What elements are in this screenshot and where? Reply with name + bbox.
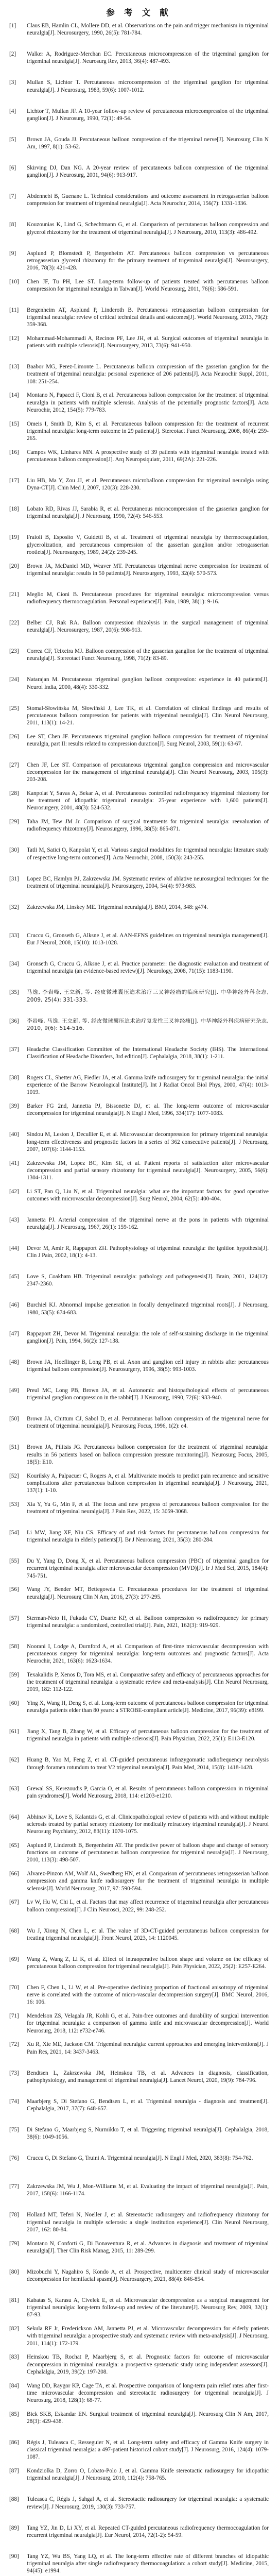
reference-number: [48] (9, 1359, 19, 1365)
reference-number: [49] (9, 1387, 19, 1394)
reference-number: [30] (9, 847, 19, 854)
reference-number: [4] (9, 108, 16, 114)
reference-number: [14] (9, 392, 19, 399)
reference-item (9, 2012, 269, 2040)
reference-text: Claus EB, Hamlin CL, Mollere DD, et al. Observations on the pain and trigger mechanism in trigeminal neuralgia[J]. Neurosurgery, 1990, 26(5): 781-784. (27, 23, 269, 37)
reference-text: Noorani I, Lodge A, Durnford A, et al. Comparison of first-time microvascular decompression with percutaneous surgery for trigeminal neuralgia: long-term outcomes and prognostic factors[J]. Acta Neurochir, 2021, 163(6): 1623-1634. (27, 1643, 269, 1665)
reference-item (9, 1358, 269, 1386)
reference-number: [19] (9, 534, 19, 541)
reference-text: Chen JF, Tu PH, Lee ST. Long-term follow-up of patients treated with percutaneous balloon compression for trigeminal neuralgia in Taiwan[J]. World Neurosurg, 2011, 76(6): 586-591. (27, 278, 269, 292)
reference-item (9, 1614, 269, 1642)
reference-item (9, 107, 269, 135)
reference-text: Kanpolat Y, Savas A, Bekar A, et al. Percutaneous controlled radiofrequency trigeminal rhizotomy for the treatment of idiopathic trigeminal neuralgia: 25-year experience with 1,600 patients[J]. Neurosurgery, 2001, 48(3): 524-532. (27, 790, 269, 811)
reference-item (9, 1273, 269, 1301)
reference-number: [1] (9, 23, 16, 29)
reference-number: [37] (9, 1046, 19, 1053)
reference-item (9, 875, 269, 903)
reference-number: [5] (9, 136, 16, 143)
reference-number: [45] (9, 1274, 19, 1280)
reference-item (9, 1330, 269, 1358)
reference-item (9, 619, 269, 647)
reference-number: [79] (9, 2240, 19, 2247)
reference-number: [47] (9, 1330, 19, 1337)
reference-text: Brown JA, Pilitsis JG. Percutaneous balloon compression for the treatment of trigeminal neuralgia: results in 56 patients based on balloon compression pressure monitoring[J]. Neurosurg Focus, 2005, 18(5): E10. (27, 1444, 269, 1465)
reference-number: [55] (9, 1558, 19, 1565)
reference-text: Correa CF, Teixeira MJ. Balloon compression of the gasserian ganglion for the treatment of trigeminal neuralgia[J]. Stereotact Funct Neurosurg, 1998, 71(2): 83-89. (27, 648, 269, 662)
reference-number: [77] (9, 2183, 19, 2190)
reference-text: Lichtor T, Mullan JF. A 10-year follow-up review of percutaneous microcompression of the trigeminal ganglion[J]. J Neurosurg, 1990, 72(1): 49-54. (27, 108, 269, 122)
reference-item (9, 1841, 269, 1870)
reference-text: Grewal SS, Kerezoudis P, Garcia O, et al. Results of percutaneous balloon compression in trigeminal pain syndromes[J]. World Neurosurg, 2018, 114: e1203-e1210. (27, 1785, 269, 1799)
reference-item (9, 903, 269, 931)
reference-text: Jiang X, Tang B, Zhang W, et al. Efficacy of percutaneous balloon compression for the treatment of trigeminal neuralgia in patients with multiple sclerosis[J]. Pain Physician, 2022, 25(1): E113-E120. (27, 1728, 269, 1742)
reference-number: [3] (9, 79, 16, 86)
reference-number: [85] (9, 2411, 19, 2417)
reference-item (9, 1870, 269, 1898)
reference-item (9, 391, 269, 419)
reference-item (9, 2353, 269, 2381)
reference-text: Lee ST, Chen JF. Percutaneous trigeminal ganglion balloon compression for treatment of trigeminal neuralgia, part II: results related to compression duration[J]. Surg Neurol, 2003, 59(1): 63-67. (27, 733, 269, 747)
reference-item (9, 2097, 269, 2126)
reference-number: [71] (9, 2013, 19, 2020)
reference-number: [38] (9, 1074, 19, 1081)
reference-number: [90] (9, 2553, 19, 2560)
reference-item (9, 135, 269, 164)
reference-text: Di Stefano G, Maarbjerg S, Nurmikko T, et al. Triggering trigeminal neuralgia[J]. Cephalalgia, 2018, 38(6): 1049-1056. (27, 2126, 269, 2141)
reference-text: Lopez BC, Hamlyn PJ, Zakrzewska JM. Systematic review of ablative neurosurgical techniques for the treatment of trigeminal neuralgia[J]. Neurosurgery, 2004, 54(4): 973-983. (27, 875, 269, 889)
reference-text: Brown JA, Hoeflinger B, Long PB, et al. Axon and ganglion cell injury in rabbits after percutaneous trigeminal balloon compression[J]. Neurosurgery, 1996, 38(5): 993-1003. (27, 1359, 269, 1373)
reference-text: Régis J, Tuleasca C, Resseguier N, et al. Long-term safety and efficacy of Gamma Knife surgery in classical trigeminal neuralgia: a 497-patient historical cohort study[J]. J Neurosurg, 2016, 124(4): 1079-1087. (27, 2439, 269, 2461)
reference-number: [10] (9, 278, 19, 285)
reference-text: Chen F, Chen L, Li W, et al. Pre-operative declining proportion of fractional anisotropy of trigeminal nerve is correlated with the outcome of micro-vascular decompression surgery[J]. BMC Neurol, 2016, 16: 106. (27, 1984, 269, 2006)
reference-number: [83] (9, 2354, 19, 2361)
reference-item (9, 78, 269, 107)
reference-number: [6] (9, 164, 16, 171)
reference-item (9, 1074, 269, 1102)
reference-text: Zakrzewska JM, Lopez BC, Kim SE, et al. Patient reports of satisfaction after microvascular decompression and partial sensory rhizotomy for trigeminal neuralgia[J]. Neurosurgery, 2005, 56(6): 1304-1311. (27, 1160, 269, 1181)
reference-item (9, 533, 269, 562)
reference-number: [88] (9, 2496, 19, 2503)
reference-text: Lobato RD, Rivas JJ, Sarabia R, et al. Percutaneous microcompression of the gasserian ganglion for trigeminal neuralgia[J]. J Neurosurg, 1990, 72(4): 546-553. (27, 506, 269, 520)
reference-item (9, 306, 269, 334)
reference-number: [43] (9, 1216, 19, 1223)
reference-item (9, 2182, 269, 2211)
reference-text: Brown JA, Gouda JJ. Percutaneous balloon compression of the trigeminal nerve[J]. Neurosurg Clin N Am, 1997, 8(1): 53-62. (27, 136, 269, 150)
reference-text: Liu HB, Ma Y, Zou JJ, et al. Percutaneous microballoon compression for trigeminal neuralgia using Dyna-CT[J]. Chin Med J, 2007, 120(3): 228-230. (27, 478, 269, 492)
reference-text: Jannetta PJ. Arterial compression of the trigeminal nerve at the pons in patients with trigeminal neuralgia[J]. J Neurosurg, 1967, 26(1): 159-162. (27, 1216, 269, 1231)
reference-item (9, 1898, 269, 1926)
reference-item (9, 249, 269, 278)
reference-number: [41] (9, 1160, 19, 1166)
reference-number: [9] (9, 250, 16, 257)
reference-item (9, 2154, 269, 2182)
reference-item (9, 2268, 269, 2296)
reference-item (9, 1557, 269, 1585)
reference-number: [27] (9, 761, 19, 768)
reference-text: Brown JA, Chittum CJ, Sabol D, et al. Percutaneous balloon compression of the trigeminal nerve for treatment of trigeminal neuralgia[J]. Neurosurg Focus, 1996, 1(2): e4. (27, 1416, 269, 1430)
reference-number: [13] (9, 364, 19, 370)
reference-text: Preul MC, Long PB, Brown JA, et al. Autonomic and histopathological effects of percutaneous trigeminal ganglion compression in the rabbit[J]. J Neurosurg, 1990, 72(6): 933-940. (27, 1387, 269, 1401)
reference-number: [61] (9, 1728, 19, 1735)
reference-text: Zakrzewska JM, Linskey ME. Trigeminal neuralgia[J]. BMJ, 2014, 348: g474. (27, 904, 208, 910)
reference-text: Headache Classification Committee of the International Headache Society (IHS). The International Classification of Headache Disorders, 3rd edition[J]. Cephalalgia, 2018, 38(1): 1-211. (27, 1046, 269, 1060)
reference-text: Belber CJ, Rak RA. Balloon compression rhizolysis in the surgical management of trigeminal neuralgia[J]. Neurosurgery, 1987, 20(6): 908-913. (27, 619, 269, 634)
reference-text: Devor M, Amir R, Rappaport ZH. Pathophysiology of trigeminal neuralgia: the ignition hypothesis[J]. Clin J Pain, 2002, 18(1): 4-13. (27, 1245, 269, 1259)
reference-text: Tang YZ, Jin D, Li XY, et al. Repeated CT-guided percutaneous radiofrequency thermocoagulation for recurrent trigeminal neuralgia[J]. Eur Neurol, 2014, 72(1-2): 54-59. (27, 2524, 269, 2538)
reference-text: Skirving DJ, Dan NG. A 20-year review of percutaneous balloon compression of the trigeminal ganglion[J]. J Neurosurg, 2001, 94(6): 913-917. (27, 164, 269, 179)
reference-number: [68] (9, 1927, 19, 1934)
reference-number: [39] (9, 1103, 19, 1110)
reference-item (9, 334, 269, 363)
reference-number: [59] (9, 1671, 19, 1678)
reference-number: [76] (9, 2155, 19, 2162)
reference-item (9, 1130, 269, 1159)
reference-number: [54] (9, 1529, 19, 1536)
reference-number: [34] (9, 961, 19, 968)
reference-item (9, 505, 269, 533)
reference-text: Fraioli B, Esposito V, Guidetti B, et al. Treatment of trigeminal neuralgia by thermocoagulation, glycerolization, and percutaneous compression of the gasserian ganglion and/or retrogasserian rootlets[J]. Neurosurgery, 1989, 24(2): 239-245. (27, 534, 269, 555)
reference-item (9, 1671, 269, 1699)
reference-text: Wu J, Xiong N, Chen L, et al. The value of 3D-CT-guided percutaneous balloon compression for treating trigeminal neuralgia[J]. Front Neurol, 2023, 14: 1120045. (27, 1927, 269, 1941)
reference-number: [22] (9, 619, 19, 626)
reference-number: [62] (9, 1757, 19, 1764)
reference-text: 马逸, 李岩峰, 王立新, 等. 经皮微球囊压迫术治疗三叉神经痛的临床研究[J]. 中华神经外科杂志, 2009, 25(4): 331-333. (27, 989, 269, 1003)
reference-number: [2] (9, 51, 16, 58)
reference-item (9, 2438, 269, 2467)
reference-number: [82] (9, 2326, 19, 2332)
reference-text: Bergenheim AT, Asplund P, Linderoth B. Percutaneous retrogasserian balloon compression for trigeminal neuralgia: review of critical technical details and outcomes[J]. World Neurosurg, 2013, 79(2): 359-368. (27, 307, 269, 328)
reference-item (9, 2126, 269, 2154)
reference-number: [15] (9, 420, 19, 427)
reference-number: [58] (9, 1643, 19, 1650)
reference-item (9, 1813, 269, 1841)
reference-item (9, 1216, 269, 1244)
reference-number: [35] (9, 989, 19, 996)
reference-text: Mizobuchi Y, Nagahiro S, Kondo A, et al. Prospective, multicenter clinical study of microvascular decompression for hemifacial spasm[J]. Neurosurgery, 2021, 88(4): 846-854. (27, 2268, 269, 2283)
reference-text: Lv W, Hu W, Chi L, et al. Factors that may affect recurrence of trigeminal neuralgia after percutaneous balloon compression[J]. J Clin Neurosci, 2022, 99: 248-252. (27, 1899, 269, 1913)
reference-item (9, 647, 269, 675)
reference-number: [31] (9, 875, 19, 882)
reference-number: [74] (9, 2098, 19, 2105)
reference-item (9, 675, 269, 704)
reference-text: Ying X, Wang H, Deng S, et al. Long-term outcome of percutaneous balloon compression for trigeminal neuralgia patients elder than 80 years: a STROBE-compliant article[J]. Medicine, 2017, 96(39): e8199. (27, 1700, 269, 1714)
reference-item (9, 562, 269, 590)
reference-text: Maarbjerg S, Di Stefano G, Bendtsen L, et al. Trigeminal neuralgia - diagnosis and treatment[J]. Cephalalgia, 2017, 37(7): 648-657. (27, 2098, 269, 2112)
reference-item (9, 1301, 269, 1329)
reference-number: [63] (9, 1785, 19, 1792)
reference-item (9, 2495, 269, 2523)
reference-item (9, 1472, 269, 1500)
reference-number: [87] (9, 2468, 19, 2475)
reference-item (9, 2325, 269, 2353)
reference-text: Campos WK, Linhares MN. A prospective study of 39 patients with trigeminal neuralgia treated with percutaneous balloon compression[J]. Arq Neuropsiquiatr, 2011, 69(2A): 221-226. (27, 449, 269, 463)
reference-text: Baabor MG, Perez-Limonte L. Percutaneous balloon compression of the gasserian ganglion for the treatment of trigeminal neuralgia: personal experience of 206 patients[J]. Acta Neurochir Suppl, 2011, 108: 251-254. (27, 364, 269, 385)
reference-item (9, 1529, 269, 1557)
reference-item (9, 2040, 269, 2069)
reference-item (9, 789, 269, 818)
reference-item (9, 2240, 269, 2268)
reference-number: [52] (9, 1472, 19, 1479)
reference-list (9, 22, 269, 2576)
reference-text: Chen JF, Lee ST. Comparison of percutaneous trigeminal ganglion compression and microvascular decompression for the management of trigeminal neuralgia[J]. Clin Neurol Neurosurg, 2003, 105(3): 203-208. (27, 761, 269, 783)
reference-text: Cruccu G, Di Stefano G, Truini A. Trigeminal neuralgia[J]. N Engl J Med, 2020, 383(8): 754-762. (27, 2155, 253, 2162)
reference-item (9, 2069, 269, 2097)
reference-item (9, 221, 269, 249)
reference-number: [50] (9, 1416, 19, 1422)
reference-item (9, 1415, 269, 1443)
reference-number: [25] (9, 705, 19, 711)
reference-number: [67] (9, 1899, 19, 1906)
reference-number: [17] (9, 478, 19, 484)
reference-item (9, 22, 269, 50)
reference-item (9, 2552, 269, 2576)
reference-item (9, 818, 269, 846)
reference-item (9, 2467, 269, 2495)
reference-number: [40] (9, 1131, 19, 1138)
reference-number: [11] (9, 307, 19, 313)
reference-text: Abdennebi B, Guenane L. Technical considerations and outcome assessment in retrogasserian balloon compression for treatment of trigeminal neuralgia[J]. Acta Neurochir, 2014, 156(7): 1331-1336. (27, 193, 269, 207)
reference-number: [7] (9, 193, 16, 200)
reference-text: Mullan S, Lichtor T. Percutaneous microcompression of the trigeminal ganglion for trigeminal neuralgia[J]. J Neurosurg, 1983, 59(6): 1007-1012. (27, 79, 269, 93)
reference-text: Abhinav K, Love S, Kalantzis G, et al. Clinicopathological review of patients with and without multiple sclerosis treated by partial sensory rhizotomy for medically refractory trigeminal neuralgia[J]. J Neurol Neurosurg Psychiatry, 2012, 83(11): 1070-1075. (27, 1814, 269, 1835)
reference-item (9, 1642, 269, 1671)
reference-number: [69] (9, 1956, 19, 1962)
reference-number: [51] (9, 1444, 19, 1451)
reference-number: [86] (9, 2439, 19, 2446)
reference-text: Bendtsen L, Zakrzewska JM, Heinskou TB, et al. Advances in diagnosis, classification, pathophysiology, and management of trigeminal neuralgia[J]. Lancet Neurol, 2020, 19(9): 784-796. (27, 2070, 269, 2083)
reference-number: [84] (9, 2382, 19, 2389)
reference-text: Li ST, Pan Q, Liu N, et al. Trigeminal neuralgia: what are the important factors for good operative outcomes with microvascular decompression[J]. Surg Neurol, 2004, 62(5): 400-404. (27, 1188, 269, 1202)
reference-number: [64] (9, 1814, 19, 1820)
reference-number: [70] (9, 1984, 19, 1991)
reference-number: [72] (9, 2041, 19, 2048)
reference-text: Natarajan M. Percutaneous trigeminal ganglion balloon compression: experience in 40 patients[J]. Neurol India, 2000, 48(4): 330-332. (27, 676, 269, 690)
reference-number: [57] (9, 1615, 19, 1621)
reference-item (9, 164, 269, 192)
reference-text: Wang Z, Wang Z, Li K, et al. Effect of intraoperative balloon shape and volume on the efficacy of percutaneous balloon compression for trigeminal neuralgia[J]. Pain Physician, 2022, 25(2): E257-E264. (27, 1956, 269, 1970)
reference-number: [18] (9, 506, 19, 513)
reference-item (9, 1756, 269, 1784)
reference-item (9, 2382, 269, 2410)
reference-item (9, 1159, 269, 1188)
reference-number: [42] (9, 1188, 19, 1195)
reference-number: [65] (9, 1842, 19, 1849)
reference-number: [53] (9, 1501, 19, 1507)
reference-item (9, 1984, 269, 2012)
reference-text: Omeis I, Smith D, Kim S, et al. Percutaneous balloon compression for the treatment of recurrent trigeminal neuralgia: long-term outcome in 29 patients[J]. Stereotact Funct Neurosurg, 2008, 86(4): 259-265. (27, 420, 269, 442)
reference-number: [24] (9, 676, 19, 683)
reference-item (9, 1699, 269, 1727)
reference-text: Rogers CL, Shetter AG, Fiedler JA, et al. Gamma knife radiosurgery for trigeminal neuralgia: the initial experience of the Barrow Neurological Institute[J]. Int J Radiat Oncol Biol Phys, 2000, 47(4): 1013-1019. (27, 1074, 269, 1096)
reference-number: [12] (9, 335, 19, 342)
reference-item (9, 1102, 269, 1130)
reference-item (9, 1500, 269, 1529)
reference-number: [75] (9, 2126, 19, 2133)
reference-text: Kabatas S, Karasu A, Civelek E, et al. Microvascular decompression as a surgical management for trigeminal neuralgia: long-term follow-up and review of the literature[J]. Neurosurg Rev, 2009, 32(1): 87-93. (27, 2297, 269, 2318)
reference-item (9, 477, 269, 505)
reference-text: Zakrzewska JM, Wu J, Mon-Williams M, et al. Evaluating the impact of trigeminal neuralgia[J]. Pain, 2017, 158(6): 1166-1174. (27, 2183, 269, 2197)
reference-text: Huang B, Yao M, Feng Z, et al. CT-guided percutaneous infrazygomatic radiofrequency neurolysis through foramen rotundum to treat V2 trigeminal neuralgia[J]. Pain Med, 2014, 15(8): 1418-1428. (27, 1757, 269, 1771)
reference-text: Texakalidis P, Xenos D, Tora MS, et al. Comparative safety and efficacy of percutaneous approaches for the treatment of trigeminal neuralgia: a systematic review and meta-analysis[J]. Clin Neurol Neurosurg, 2019, 182: 112-122. (27, 1671, 269, 1693)
reference-text: Montano N, Conforti G, Di Bonaventura R, et al. Advances in diagnosis and treatment of trigeminal neuralgia[J]. Ther Clin Risk Manag, 2015, 11: 289-299. (27, 2240, 269, 2254)
reference-item (9, 1927, 269, 1955)
reference-number: [73] (9, 2070, 19, 2076)
reference-text: Tang YZ, Wu BS, Yang LQ, et al. The long-term effective rate of different branches of idiopathic trigeminal neuralgia after single radiofrequency thermocoagulation: a cohort study[J]. Medicine, 2015, 94(45): e1994. (27, 2553, 269, 2574)
reference-text: Holland MT, Teferi N, Noeller J, et al. Stereotactic radiosurgery and radiofrequency rhizotomy for trigeminal neuralgia in multiple sclerosis: a single institution experience[J]. Clin Neurol Neurosurg, 2017, 162: 80-84. (27, 2212, 269, 2233)
reference-text: Alvarez-Pinzon AM, Wolf AL, Swedberg HN, et al. Comparison of percutaneous retrogasserian balloon compression and gamma knife radiosurgery for the treatment of trigeminal neuralgia in multiple sclerosis[J]. World Neurosurg, 2017, 97: 590-594. (27, 1871, 269, 1892)
reference-number: [8] (9, 222, 16, 228)
reference-number: [36] (9, 1018, 19, 1024)
reference-text: Cruccu G, Gronseth G, Alksne J, et al. AAN-EFNS guidelines on trigeminal neuralgia management[J]. Eur J Neurol, 2008, 15(10): 1013-1028. (27, 933, 269, 946)
reference-number: [16] (9, 449, 19, 455)
reference-text: Burchiel KJ. Abnormal impulse generation in focally demyelinated trigeminal roots[J]. J Neurosurg, 1980, 53(5): 674-683. (27, 1302, 269, 1316)
reference-item (9, 2410, 269, 2438)
reference-item (9, 1045, 269, 1074)
reference-text: Tatli M, Satici O, Kanpolat Y, et al. Various surgical modalities for trigeminal neuralgia: literature study of respective long-term outcomes[J]. Acta Neurochir, 2008, 150(3): 243-255. (27, 847, 269, 861)
reference-item (9, 1727, 269, 1756)
reference-item (9, 1955, 269, 1984)
reference-item (9, 931, 269, 960)
reference-text: Rappaport ZH, Devor M. Trigeminal neuralgia: the role of self-sustaining discharge in the trigeminal ganglion[J]. Pain, 1994, 56(2): 127-138. (27, 1330, 269, 1344)
reference-number: [26] (9, 733, 19, 740)
reference-text: Heinskou TB, Rochat P, Maarbjerg S, et al. Prognostic factors for outcome of microvascular decompression in trigeminal neuralgia: a prospective systematic study using independent assessors[J]. Cephalalgia, 2019, 39(2): 197-208. (27, 2354, 269, 2375)
reference-text: Gronseth G, Cruccu G, Alksne J, et al. Practice parameter: the diagnostic evaluation and treatment of trigeminal neuralgia (an evidence-based review)[J]. Neurology, 2008, 71(15): 1183-1190. (27, 961, 269, 975)
reference-text: 李岩峰, 马逸, 王立新, 等. 经皮微球囊压迫术治疗复发性三叉神经痛[J]. 中华神经外科疾病研究杂志, 2010, 9(6): 514-516. (27, 1018, 269, 1031)
reference-item (9, 960, 269, 988)
reference-number: [81] (9, 2297, 19, 2303)
reference-text: Montano N, Papacci F, Cioni B, et al. Percutaneous balloon compression for the treatment of trigeminal neuralgia in patients with multiple sclerosis. Analysis of the potentially prognostic factors[J]. Acta Neurochir, 2012, 154(5): 779-783. (27, 392, 269, 413)
reference-number: [23] (9, 648, 19, 655)
reference-number: [89] (9, 2524, 19, 2531)
reference-text: Wang DD, Raygor KP, Cage TA, et al. Prospective comparison of long-term pain relief rates after first-time microvascular decompression and stereotactic radiosurgery for trigeminal neuralgia[J]. J Neurosurg, 2018, 128(1): 68-77. (27, 2382, 269, 2403)
reference-number: [28] (9, 790, 19, 797)
reference-text: Kouzounias K, Lind G, Schechtmann G, et al. Comparison of percutaneous balloon compression and glycerol rhizotomy for the treatment of trigeminal neuralgia[J]. J Neurosurg, 2010, 113(3): 486-492. (27, 222, 269, 235)
reference-item (9, 448, 269, 477)
reference-text: Barker FG 2nd, Jannetta PJ, Bissonette DJ, et al. The long-term outcome of microvascular decompression for trigeminal neuralgia[J]. N Engl J Med, 1996, 334(17): 1077-1083. (27, 1103, 269, 1117)
reference-text: Kourilsky A, Palpacuer C, Rogers A, et al. Multivariate models to predict pain recurrence and sensitive complications after percutaneous balloon compression in trigeminal neuralgia[J]. J Neurosurg, 2021, 137(1): 1-10. (27, 1472, 269, 1494)
reference-item (9, 733, 269, 761)
reference-text: Mohammad-Mohammadi A, Recinos PF, Lee JH, et al. Surgical outcomes of trigeminal neuralgia in patients with multiple sclerosis[J]. Neurosurgery, 2013, 73(6): 941-950. (27, 335, 269, 349)
reference-number: [29] (9, 819, 19, 825)
reference-item (9, 50, 269, 78)
reference-text: Xia Y, Yu G, Min F, et al. The focus and new progress of percutaneous balloon compression for the treatment of trigeminal neuralgia[J]. J Pain Res, 2022, 15: 3059-3068. (27, 1501, 269, 1515)
reference-number: [80] (9, 2268, 19, 2275)
reference-item (9, 1386, 269, 1415)
reference-number: [21] (9, 591, 19, 598)
reference-item (9, 761, 269, 789)
reference-number: [56] (9, 1586, 19, 1593)
page-title: 参 考 文 献 (106, 8, 172, 18)
reference-item (9, 420, 269, 448)
reference-number: [32] (9, 904, 19, 910)
reference-text: Love S, Coakham HB. Trigeminal neuralgia: pathology and pathogenesis[J]. Brain, 2001, 124(12): 2347-2360. (27, 1274, 269, 1287)
reference-text: Mendelson ZS, Velagala JR, Kohli G, et al. Pain-free outcomes and durability of surgical intervention for trigeminal neuralgia: a comparison of gamma knife and microvascular decompression[J]. World Neurosurg, 2018, 112: e732-e746. (27, 2013, 269, 2034)
reference-item (9, 988, 269, 1016)
reference-item (9, 1785, 269, 1813)
reference-text: Sekula RF Jr, Frederickson AM, Jannetta PJ, et al. Microvascular decompression for elderly patients with trigeminal neuralgia: a prospective study and systematic review with meta-analysis[J]. J Neurosurg, 2011, 114(1): 172-179. (27, 2326, 269, 2347)
reference-text: Asplund P, Blomstedt P, Bergenheim AT. Percutaneous balloon compression vs percutaneous retrogasserian glycerol rhizotomy for the primary treatment of trigeminal neuralgia[J]. Neurosurgery, 2016, 78(3): 421-428. (27, 250, 269, 271)
reference-item (9, 278, 269, 306)
reference-text: Walker A, Rodriguez-Merchan EC. Percutaneous microcompression of the trigeminal ganglion for trigeminal neuralgia[J]. Neurosurg Rev, 2013, 36(4): 487-493. (27, 51, 269, 65)
reference-text: Sterman-Neto H, Fukuda CY, Duarte KP, et al. Balloon compression vs radiofrequency for primary trigeminal neuralgia: a randomized, controlled trial[J]. Pain, 2021, 162(3): 919-929. (27, 1615, 269, 1629)
reference-item (9, 1188, 269, 1216)
reference-text: Taha JM, Tew JM Jr. Comparison of surgical treatments for trigeminal neuralgia: reevaluation of radiofrequency rhizotomy[J]. Neurosurgery, 1996, 38(5): 865-871. (27, 819, 269, 833)
reference-text: Stomal-Słowińska M, Słowiński J, Lee TK, et al. Correlation of clinical findings and results of percutaneous balloon compression for patients with trigeminal neuralgia[J]. Clin Neurol Neurosurg, 2011, 113(1): 14-21. (27, 705, 269, 726)
reference-text: Bick SKB, Eskandar EN. Surgical treatment of trigeminal neuralgia[J]. Neurosurg Clin N Am, 2017, 28(3): 429-438. (27, 2411, 269, 2425)
reference-text: Wang JY, Bender MT, Bettegowda C. Percutaneous procedures for the treatment of trigeminal neuralgia[J]. Neurosurg Clin N Am, 2016, 27(3): 277-295. (27, 1586, 269, 1600)
reference-number: [20] (9, 563, 19, 569)
reference-text: Du Y, Yang D, Dong X, et al. Percutaneous balloon compression (PBC) of trigeminal ganglion for recurrent trigeminal neuralgia after microvascular decompression (MVD)[J]. Ir J Med Sci, 2015, 184(4): 745-751. (27, 1558, 269, 1579)
reference-item (9, 1585, 269, 1614)
reference-item (9, 704, 269, 733)
reference-text: Brown JA, McDaniel MD, Weaver MT. Percutaneous trigeminal nerve compression for treatment of trigeminal neuralgia: results in 50 patients[J]. Neurosurgery, 1993, 32(4): 570-573. (27, 563, 269, 577)
reference-text: Sindou M, Leston J, Decullier E, et al. Microvascular decompression for primary trigeminal neuralgia: long-term effectiveness and prognostic factors in a series of 362 consecutive patients[J]. J Neurosurg, 2007, 107(6): 1144-1153. (27, 1131, 269, 1153)
reference-item (9, 2211, 269, 2239)
reference-item (9, 1244, 269, 1273)
reference-text: Kondziolka D, Zorro O, Lobato-Polo J, et al. Gamma Knife stereotactic radiosurgery for idiopathic trigeminal neuralgia[J]. J Neurosurg, 2010, 112(4): 758-765. (27, 2468, 269, 2482)
reference-item (9, 2296, 269, 2325)
reference-item (9, 590, 269, 619)
reference-item (9, 1017, 269, 1045)
reference-item (9, 363, 269, 391)
reference-number: [46] (9, 1302, 19, 1309)
reference-text: Li MW, Jiang XF, Niu CS. Efficacy of and risk factors for percutaneous balloon compression for trigeminal neuralgia in elderly patients[J]. Br J Neurosurg, 2021, 35(3): 280-284. (27, 1529, 269, 1544)
reference-number: [60] (9, 1700, 19, 1707)
reference-text: Xu R, Xie ME, Jackson CM. Trigeminal neuralgia: current approaches and emerging interventions[J]. J Pain Res, 2021, 14: 3437-3463. (27, 2041, 269, 2055)
reference-text: Tuleasca C, Régis J, Sahgal A, et al. Stereotactic radiosurgery for trigeminal neuralgia: a systematic review[J]. J Neurosurg, 2019, 130(3): 733-757. (27, 2496, 269, 2510)
reference-number: [33] (9, 933, 19, 939)
reference-item (9, 1443, 269, 1471)
reference-text: Meglio M, Cioni B. Percutaneous procedures for trigeminal neuralgia: microcompression versus radiofrequency thermocoagulation. Personal experience[J]. Pain, 1989, 38(1): 9-16. (27, 591, 269, 605)
reference-item (9, 192, 269, 221)
reference-item (9, 2524, 269, 2552)
reference-number: [66] (9, 1871, 19, 1877)
reference-number: [78] (9, 2212, 19, 2218)
reference-text: Asplund P, Linderoth B, Bergenheim AT. The predictive power of balloon shape and change of sensory functions on outcome of percutaneous balloon compression for trigeminal neuralgia[J]. J Neurosurg, 2010, 113(3): 498-507. (27, 1842, 269, 1863)
reference-item (9, 846, 269, 874)
reference-number: [44] (9, 1245, 19, 1252)
